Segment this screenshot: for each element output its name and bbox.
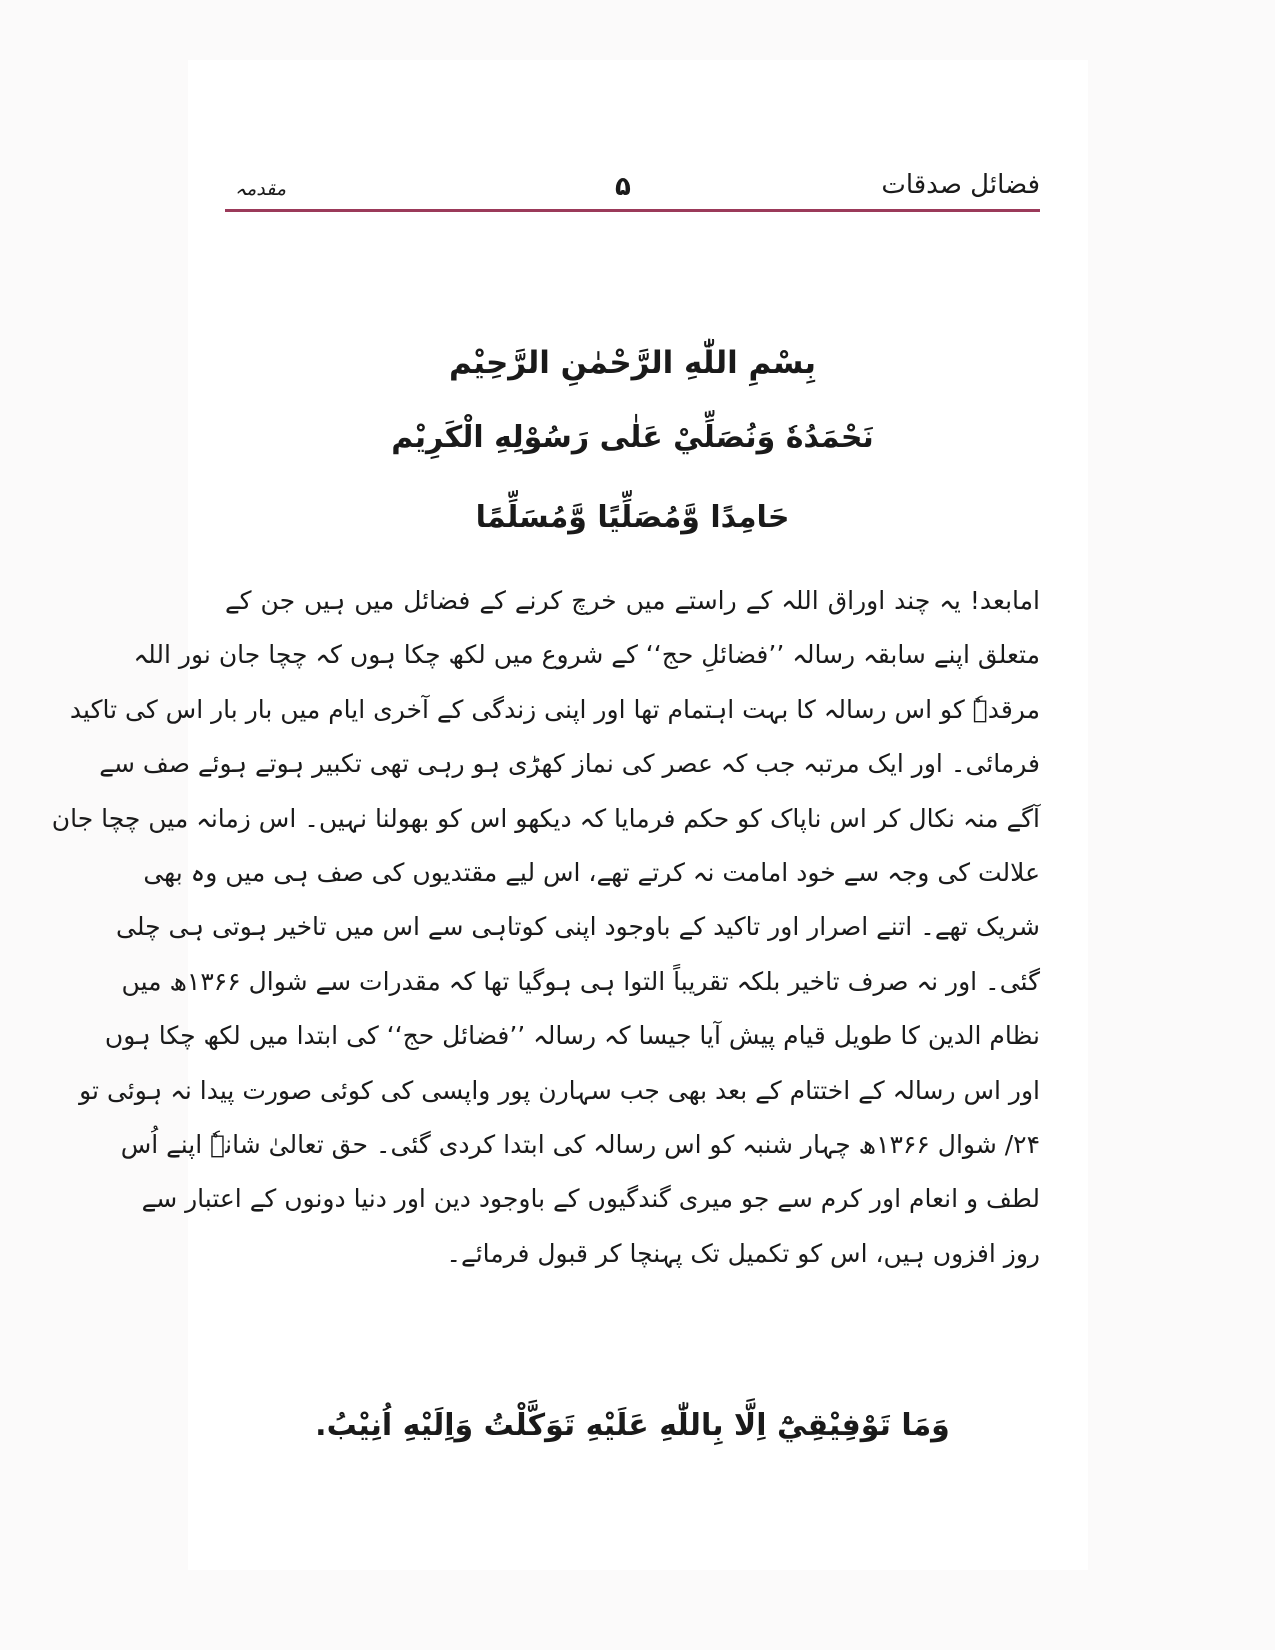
body-line: آگے منہ نکال کر اس ناپاک کو حکم فرمایا کہ دیکھو اس کو بھولنا نہیں۔ اس زمانہ میں چچا جان [51,803,1040,833]
body-line: اور اس رسالہ کے اختتام کے بعد بھی جب سہارن پور واپسی کی کوئی صورت پیدا نہ ہوئی تو [79,1075,1040,1105]
body-line: فرمائی۔ اور ایک مرتبہ جب کہ عصر کی نماز کھڑی ہو رہی تھی تکبیر ہوتے ہوئے صف سے [99,749,1040,779]
closing-verse: وَمَا تَوْفِيْقِيْٓ اِلَّا بِاللّٰهِ عَلَيْهِ تَوَكَّلْتُ وَاِلَيْهِ اُنِيْبُ. [315,1408,950,1443]
body-line: مرقدہٗ کو اس رسالہ کا بہت اہتمام تھا اور اپنی زندگی کے آخری ایام میں بار بار اس کی تاکید [69,694,1040,724]
section-title: مقدمہ [235,178,287,200]
body-line: نظام الدین کا طویل قیام پیش آیا جیسا کہ رسالہ ’’فضائل حج‘‘ کی ابتدا میں لکھ چکا ہوں [104,1021,1040,1051]
body-line: روز افزوں ہیں، اس کو تکمیل تک پہنچا کر قبول فرمائے۔ [446,1238,1040,1268]
body-line: ۲۴/ شوال ۱۳۶۶ھ چہار شنبہ کو اس رسالہ کی ابتدا کردی گئی۔ حق تعالیٰ شانہٗ اپنے اُس [120,1129,1040,1159]
body-line: متعلق اپنے سابقہ رسالہ ’’فضائلِ حج‘‘ کے شروع میں لکھ چکا ہوں کہ چچا جان نور اللہ [133,640,1040,670]
body-paragraph [51,574,1040,1281]
page-header [225,170,1040,210]
hamd-line: نَحْمَدُهٗ وَنُصَلِّيْ عَلٰى رَسُوْلِهِ الْكَرِيْم [391,420,874,455]
body-line: علالت کی وجہ سے خود امامت نہ کرتے تھے، اس لیے مقتدیوں کی صف ہی میں وہ بھی [143,857,1040,887]
running-title: فضائل صدقات [881,170,1040,200]
body-line: لطف و انعام اور کرم سے جو میری گندگیوں کے باوجود دین اور دنیا دونوں کے اعتبار سے [141,1184,1040,1214]
page-number: ۵ [615,172,631,202]
body-line: امابعد! یہ چند اوراق اللہ کے راستے میں خرچ کرنے کے فضائل میں ہیں جن کے [225,586,1040,615]
body-line: شریک تھے۔ اتنے اصرار اور تاکید کے باوجود اپنی کوتاہی سے اس میں تاخیر ہوتی ہی چلی [116,912,1040,942]
basmala: بِسْمِ اللّٰهِ الرَّحْمٰنِ الرَّحِيْم [448,345,817,381]
header-rule [225,209,1040,212]
hamidan-line: حَامِدًا وَّمُصَلِّيًا وَّمُسَلِّمًا [475,500,790,535]
body-line: گئی۔ اور نہ صرف تاخیر بلکہ تقریباً التوا ہی ہوگیا تھا کہ مقدرات سے شوال ۱۳۶۶ھ میں [121,966,1040,996]
